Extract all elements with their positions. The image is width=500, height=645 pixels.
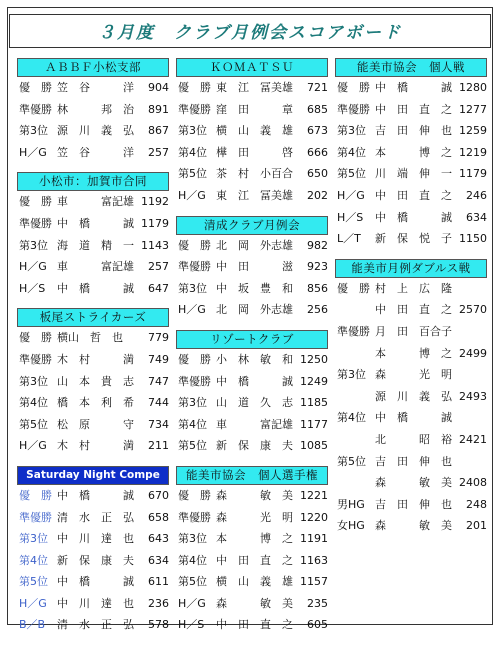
score-value: 650 [307,167,328,181]
score-row [176,163,328,185]
score-value: 634 [148,553,169,567]
player-name: 村 上 広 隆 [375,281,452,295]
rank-label: 優 勝 [178,81,211,94]
player-name: 中 橋 誠 [375,210,452,224]
score-value: 2493 [459,389,487,403]
score-row [335,278,487,300]
rank-label: 優 勝 [19,195,52,209]
player-name: 林 邦 治 [57,102,134,116]
score-value: 2499 [459,346,487,360]
score-value: 647 [148,281,169,295]
score-row [335,494,487,516]
score-row [335,407,487,429]
score-row [176,349,328,371]
score-row [17,327,169,349]
score-value: 749 [148,352,169,366]
player-name: 小 林 敏 和 [216,352,293,366]
column-left [17,58,169,645]
player-name: 木 村 満 [57,352,134,366]
rank-label: 第3位 [178,532,207,546]
score-row [17,235,169,257]
score-value: 721 [307,81,328,94]
player-name: 月 田 百合子 [375,324,452,338]
score-block [17,172,169,299]
title-bar [9,14,491,48]
player-name: 東 江 冨美雄 [216,81,293,94]
score-value: 1150 [459,232,487,246]
rank-label: 第3位 [178,124,207,138]
score-block [176,330,328,457]
score-row [17,120,169,142]
rank-label: 第3位 [19,238,48,252]
rank-label: H／G [178,596,206,610]
rank-label: 準優勝 [19,352,52,366]
player-name: 中 橋 誠 [57,281,134,295]
score-row [17,77,169,99]
score-row [176,507,328,529]
score-block [17,58,169,163]
rank-label: 男HG [337,497,365,511]
score-row [176,571,328,593]
score-value: 202 [307,188,328,202]
player-name: 森 光 明 [216,510,293,524]
player-name: 車 富記雄 [57,260,134,274]
block-header: Saturday Night Compe [17,466,169,485]
score-value: 734 [148,417,169,431]
score-row [17,191,169,213]
player-name: 中 橋 誠 [57,488,134,502]
score-row [176,120,328,142]
score-row [335,120,487,142]
score-row [17,278,169,300]
player-name: 北 岡 外志雄 [216,238,293,252]
score-value: 1143 [141,238,169,252]
score-row [176,371,328,393]
score-row [335,142,487,164]
score-row [17,142,169,164]
player-name: 清 水 正 弘 [57,618,134,632]
rank-label: 優 勝 [178,488,211,502]
score-row [176,485,328,507]
score-row [176,99,328,121]
column-right [335,58,487,546]
score-value: 666 [307,145,328,159]
player-name: 北 昭 裕 [375,432,452,446]
score-row [335,321,487,343]
rank-label: 第3位 [178,396,207,410]
score-row [17,256,169,278]
score-row [335,343,487,365]
score-value: 1179 [459,167,487,181]
player-name: 茶 村 小百合 [216,167,293,181]
player-name: 本 博 之 [375,145,452,159]
rank-label: 第5位 [337,167,366,181]
score-row [335,185,487,207]
player-name: 北 岡 外志雄 [216,303,293,317]
score-row [335,299,487,321]
rank-label: 第3位 [19,532,48,546]
player-name: 中 坂 豊 和 [216,281,293,295]
rank-label: 第4位 [337,145,366,159]
score-row [335,386,487,408]
rank-label: 第5位 [19,417,48,431]
rank-label: 優 勝 [337,281,370,295]
player-name: 中 橋 誠 [375,81,452,94]
score-value: 867 [148,124,169,138]
player-name: 車 富記雄 [57,195,134,209]
score-value: 1085 [300,439,328,453]
score-row [335,228,487,250]
player-name: 中 橋 誠 [57,575,134,589]
player-name: 清 水 正 弘 [57,510,134,524]
rank-label: 準優勝 [19,216,52,230]
rank-label: 第4位 [178,417,207,431]
score-value: 257 [148,145,169,159]
rank-label: 準優勝 [337,324,370,338]
score-row [17,99,169,121]
rank-label: 準優勝 [178,102,211,116]
player-name: 森 敏 美 [216,596,293,610]
rank-label: H／G [19,145,47,159]
score-row [335,207,487,229]
score-value: 1221 [300,488,328,502]
score-value: 248 [466,497,487,511]
rank-label: 優 勝 [178,238,211,252]
rank-label: H／S [337,210,364,224]
rank-label: 準優勝 [19,102,52,116]
score-value: 923 [307,260,328,274]
score-value: 1250 [300,352,328,366]
score-value: 235 [307,596,328,610]
score-block [176,466,328,636]
rank-label: 優 勝 [19,488,52,502]
rank-label: 第3位 [19,374,48,388]
score-value: 982 [307,238,328,252]
score-row [176,299,328,321]
rank-label: 第4位 [178,145,207,159]
rank-label: 第3位 [337,124,366,138]
score-row [17,550,169,572]
score-row [176,593,328,615]
score-row [176,185,328,207]
block-header: ＫＯＭＡＴＳＵ [176,58,328,77]
score-row [17,485,169,507]
score-value: 246 [466,188,487,202]
score-value: 578 [148,618,169,632]
score-row [176,142,328,164]
player-name: 吉 田 伸 也 [375,454,452,468]
rank-label: 第5位 [178,575,207,589]
score-row [17,507,169,529]
player-name: 橋 本 利 希 [57,396,134,410]
score-value: 256 [307,303,328,317]
score-value: 1191 [300,532,328,546]
rank-label: 準優勝 [178,510,211,524]
player-name: 中 川 達 也 [57,596,134,610]
score-row [176,278,328,300]
score-row [335,451,487,473]
player-name: 横 山 義 雄 [216,575,293,589]
player-name: 横山 哲 也 [57,331,123,345]
player-name: 吉 田 伸 也 [375,124,452,138]
score-value: 1219 [459,145,487,159]
score-row [17,349,169,371]
score-value: 1277 [459,102,487,116]
score-value: 1179 [141,216,169,230]
score-row [176,256,328,278]
rank-label: H／G [178,188,206,202]
score-row [176,528,328,550]
rank-label: H／G [19,260,47,274]
player-name: 窪 田 章 [216,102,293,116]
score-value: 236 [148,596,169,610]
score-value: 1157 [300,575,328,589]
score-value: 1192 [141,195,169,209]
block-header: 小松市：加賀市合同 [17,172,169,191]
player-name: 東 江 冨美雄 [216,188,293,202]
rank-label: 第5位 [337,454,366,468]
score-block [335,58,487,250]
rank-label: 第4位 [337,411,366,425]
score-row [335,429,487,451]
score-value: 634 [466,210,487,224]
player-name: 森 敏 美 [375,519,452,533]
player-name: 新 保 康 夫 [216,439,293,453]
column-middle [176,58,328,645]
score-value: 856 [307,281,328,295]
block-header: 能美市協会 個人選手権 [176,466,328,485]
rank-label: H／G [19,439,47,453]
score-row [335,515,487,537]
rank-label: H／G [337,188,365,202]
score-block [17,308,169,457]
score-value: 904 [148,81,169,94]
score-value: 211 [148,439,169,453]
score-row [17,593,169,615]
rank-label: H／G [178,303,206,317]
player-name: 山 道 久 志 [216,396,293,410]
score-row [335,364,487,386]
player-name: 新 保 康 夫 [57,553,134,567]
score-row [17,414,169,436]
rank-label: 第3位 [19,124,48,138]
rank-label: 第4位 [19,553,48,567]
rank-label: 第5位 [178,439,207,453]
score-value: 201 [466,519,487,533]
score-value: 1249 [300,374,328,388]
score-row [176,77,328,99]
score-value: 1280 [459,81,487,94]
score-value: 2408 [459,476,487,490]
rank-label: 優 勝 [337,81,370,94]
score-value: 1163 [300,553,328,567]
score-value: 891 [148,102,169,116]
rank-label: 女HG [337,519,365,533]
score-value: 611 [148,575,169,589]
score-value: 658 [148,510,169,524]
rank-label: 優 勝 [19,81,52,94]
rank-label: 第3位 [178,281,207,295]
score-row [176,550,328,572]
player-name: 源 川 義 弘 [375,389,452,403]
player-name: 中 田 直 之 [375,303,452,317]
score-value: 744 [148,396,169,410]
player-name: 山 本 貴 志 [57,374,134,388]
block-header: 清成クラブ月例会 [176,216,328,235]
score-block [335,259,487,537]
score-row [176,392,328,414]
score-value: 2570 [459,303,487,317]
score-row [335,99,487,121]
rank-label: 第4位 [19,396,48,410]
score-block [17,466,169,636]
player-name: 中 田 直 之 [375,188,452,202]
rank-label: 準優勝 [19,510,52,524]
score-row [17,614,169,636]
rank-label: 優 勝 [178,352,211,366]
rank-label: 第3位 [337,368,366,382]
player-name: 森 敏 美 [375,476,452,490]
player-name: 車 富記雄 [216,417,293,431]
page-title: ３月度 クラブ月例会スコアボード [98,23,402,43]
player-name: 中 川 達 也 [57,532,134,546]
score-value: 1220 [300,510,328,524]
player-name: 横 山 義 雄 [216,124,293,138]
score-row [17,392,169,414]
rank-label: 準優勝 [337,102,370,116]
player-name: 中 田 直 之 [216,618,293,632]
block-header: リゾートクラブ [176,330,328,349]
rank-label: 第5位 [19,575,48,589]
score-value: 779 [148,331,169,345]
score-value: 685 [307,102,328,116]
player-name: 木 村 満 [57,439,134,453]
rank-label: 優 勝 [19,331,52,345]
score-row [176,435,328,457]
score-value: 643 [148,532,169,546]
score-value: 1185 [300,396,328,410]
player-name: 中 橋 誠 [375,411,452,425]
player-name: 笠 谷 洋 [57,81,134,94]
player-name: 中 田 直 之 [375,102,452,116]
score-row [17,213,169,235]
score-value: 747 [148,374,169,388]
player-name: 吉 田 伸 也 [375,497,452,511]
block-header: 板尾ストライカーズ [17,308,169,327]
score-row [176,414,328,436]
score-row [17,435,169,457]
player-name: 森 光 明 [375,368,452,382]
player-name: 本 博 之 [216,532,293,546]
player-name: 新 保 悦 子 [375,232,452,246]
rank-label: 第5位 [178,167,207,181]
rank-label: H／S [178,618,205,632]
player-name: 中 田 直 之 [216,553,293,567]
block-header: 能美市協会 個人戦 [335,58,487,77]
player-name: 本 博 之 [375,346,452,360]
player-name: 松 原 守 [57,417,134,431]
score-block [176,216,328,321]
score-value: 1259 [459,124,487,138]
score-value: 670 [148,488,169,502]
rank-label: H／S [19,281,46,295]
rank-label: 準優勝 [178,374,211,388]
player-name: 中 田 滋 [216,260,293,274]
score-value: 673 [307,124,328,138]
score-row [17,371,169,393]
score-block [176,58,328,207]
rank-label: 第4位 [178,553,207,567]
player-name: 樺 田 啓 [216,145,293,159]
player-name: 中 橋 誠 [216,374,293,388]
player-name: 中 橋 誠 [57,216,134,230]
score-row [17,528,169,550]
player-name: 海 道 精 一 [57,238,134,252]
score-row [335,77,487,99]
rank-label: 準優勝 [178,260,211,274]
player-name: 源 川 義 弘 [57,124,134,138]
score-row [335,472,487,494]
score-row [335,163,487,185]
rank-label: L／T [337,232,361,246]
rank-label: B／B [19,618,46,632]
score-value: 257 [148,260,169,274]
score-row [17,571,169,593]
player-name: 川 端 伸 一 [375,167,452,181]
player-name: 笠 谷 洋 [57,145,134,159]
player-name: 森 敏 美 [216,488,293,502]
score-value: 2421 [459,432,487,446]
score-row [176,235,328,257]
block-header: 能美市月例ダブルス戦 [335,259,487,278]
score-value: 1177 [300,417,328,431]
rank-label: H／G [19,596,47,610]
block-header: ＡＢＢＦ小松支部 [17,58,169,77]
score-value: 605 [307,618,328,632]
score-row [176,614,328,636]
